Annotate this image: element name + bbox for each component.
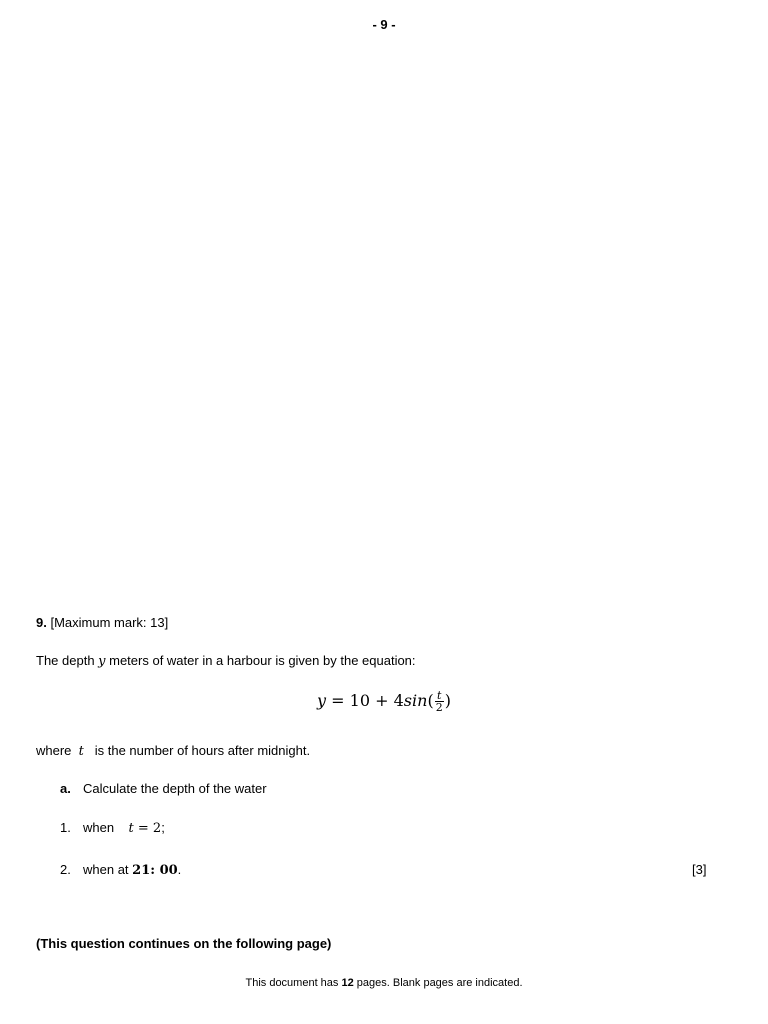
equation-coef: 4 bbox=[393, 691, 404, 710]
sub-2-text: when at bbox=[83, 862, 133, 877]
page-number: - 9 - bbox=[372, 17, 396, 32]
sub-1-text: when bbox=[83, 820, 115, 835]
equation-plus: + bbox=[370, 691, 394, 710]
sub-2-number: 2. bbox=[60, 862, 71, 877]
sub-1-number: 1. bbox=[60, 820, 71, 835]
part-a-text: Calculate the depth of the water bbox=[83, 781, 267, 796]
depth-equation bbox=[0, 690, 768, 713]
continues-note: (This question continues on the following page) bbox=[36, 936, 332, 951]
question-number: 9. bbox=[36, 615, 47, 630]
footer-after: pages. Blank pages are indicated. bbox=[353, 977, 523, 989]
equation-lhs: y bbox=[317, 691, 327, 710]
intro-after: meters of water in a harbour is given by the equation: bbox=[105, 653, 416, 668]
where-line bbox=[36, 743, 310, 759]
equation-open: ( bbox=[427, 691, 434, 710]
fraction-numerator: t bbox=[435, 690, 444, 702]
equation-close: ) bbox=[444, 691, 451, 710]
sub-2-tail: . bbox=[177, 862, 182, 877]
sub-1-math-var: t bbox=[128, 821, 134, 836]
sub-1-math-rest: = 2 bbox=[133, 821, 162, 836]
part-a-marks: [3] bbox=[692, 862, 707, 877]
sub-1-tail: ; bbox=[161, 820, 165, 835]
max-mark: [Maximum mark: 13] bbox=[50, 615, 169, 630]
intro-variable: y bbox=[98, 654, 106, 669]
equation-fraction bbox=[435, 690, 444, 713]
question-intro bbox=[36, 653, 416, 669]
part-a bbox=[60, 781, 267, 796]
equation-equals: = bbox=[326, 691, 350, 710]
where-before: where bbox=[36, 743, 72, 758]
sub-question-2 bbox=[60, 862, 181, 878]
equation-func: sin bbox=[403, 691, 428, 710]
page-footer bbox=[0, 977, 768, 989]
footer-page-count: 12 bbox=[341, 977, 354, 989]
part-a-label: a. bbox=[60, 781, 71, 796]
intro-before: The depth bbox=[36, 653, 99, 668]
where-variable: t bbox=[78, 744, 84, 759]
question-header bbox=[36, 615, 168, 630]
equation-const: 10 bbox=[349, 691, 371, 710]
fraction-denominator: 2 bbox=[435, 701, 443, 714]
sub-question-1 bbox=[60, 820, 165, 836]
footer-before: This document has bbox=[245, 977, 342, 989]
sub-2-math: 21: 00 bbox=[132, 863, 178, 878]
where-after: is the number of hours after midnight. bbox=[94, 743, 311, 758]
